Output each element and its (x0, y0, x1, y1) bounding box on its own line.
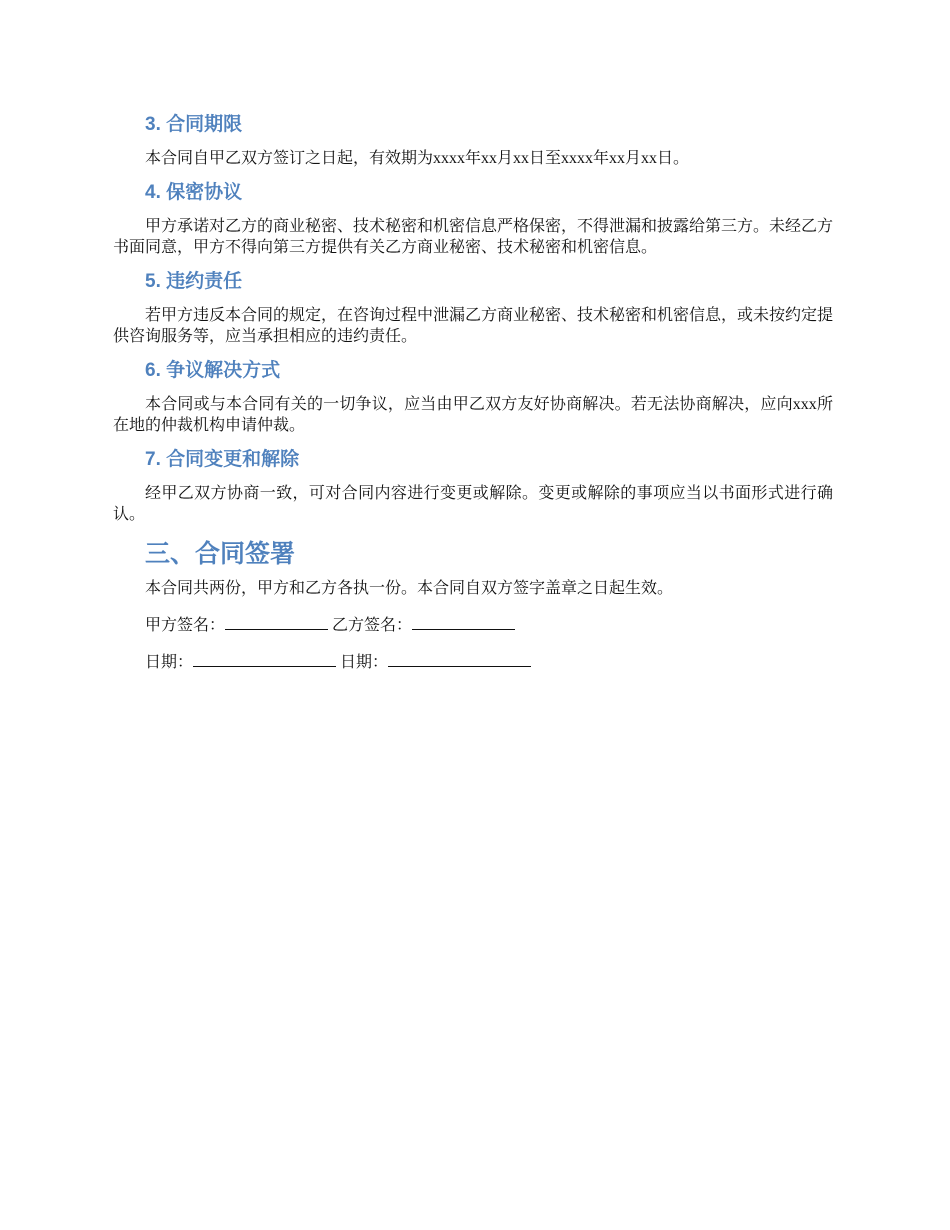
section-4-body: 甲方承诺对乙方的商业秘密、技术秘密和机密信息严格保密，不得泄漏和披露给第三方。未经乙方书面同意，甲方不得向第三方提供有关乙方商业秘密、技术秘密和机密信息。 (113, 217, 834, 256)
section-3-body: 本合同自甲乙双方签订之日起，有效期为xxxx年xx月xx日至xxxx年xx月xx日。 (145, 150, 690, 167)
section-7-body: 经甲乙双方协商一致，可对合同内容进行变更或解除。变更或解除的事项应当以书面形式进行确认。 (113, 484, 833, 523)
party-b-date-blank (388, 650, 531, 667)
section-6-body: 本合同或与本合同有关的一切争议，应当由甲乙双方友好协商解决。若无法协商解决，应向xxx所在地的仲裁机构申请仲裁。 (113, 395, 833, 434)
section-7-heading: 7. 合同变更和解除 (145, 448, 300, 470)
section-4-heading: 4. 保密协议 (145, 181, 243, 203)
party-a-signature-label: 甲方签名： (145, 617, 226, 634)
section-5-body: 若甲方违反本合同的规定，在咨询过程中泄漏乙方商业秘密、技术秘密和机密信息，或未按约定提供咨询服务等，应当承担相应的违约责任。 (113, 306, 834, 345)
party-a-date-label: 日期： (145, 654, 194, 671)
document-content (113, 110, 833, 687)
signature-row (145, 613, 833, 637)
section-5-heading: 5. 违约责任 (145, 270, 243, 292)
section-3-heading: 3. 合同期限 (145, 114, 243, 135)
party-b-signature-label: 乙方签名： (332, 617, 413, 634)
signing-section-body: 本合同共两份，甲方和乙方各执一份。本合同自双方签字盖章之日起生效。 (145, 579, 674, 597)
party-b-date-label: 日期： (340, 654, 389, 671)
signing-section-heading: 三、合同签署 (145, 539, 296, 568)
party-a-signature-blank (225, 613, 328, 630)
section-6-heading: 6. 争议解决方式 (145, 359, 281, 381)
party-a-date-blank (193, 650, 336, 667)
party-b-signature-blank (412, 613, 515, 630)
date-row (145, 650, 833, 674)
